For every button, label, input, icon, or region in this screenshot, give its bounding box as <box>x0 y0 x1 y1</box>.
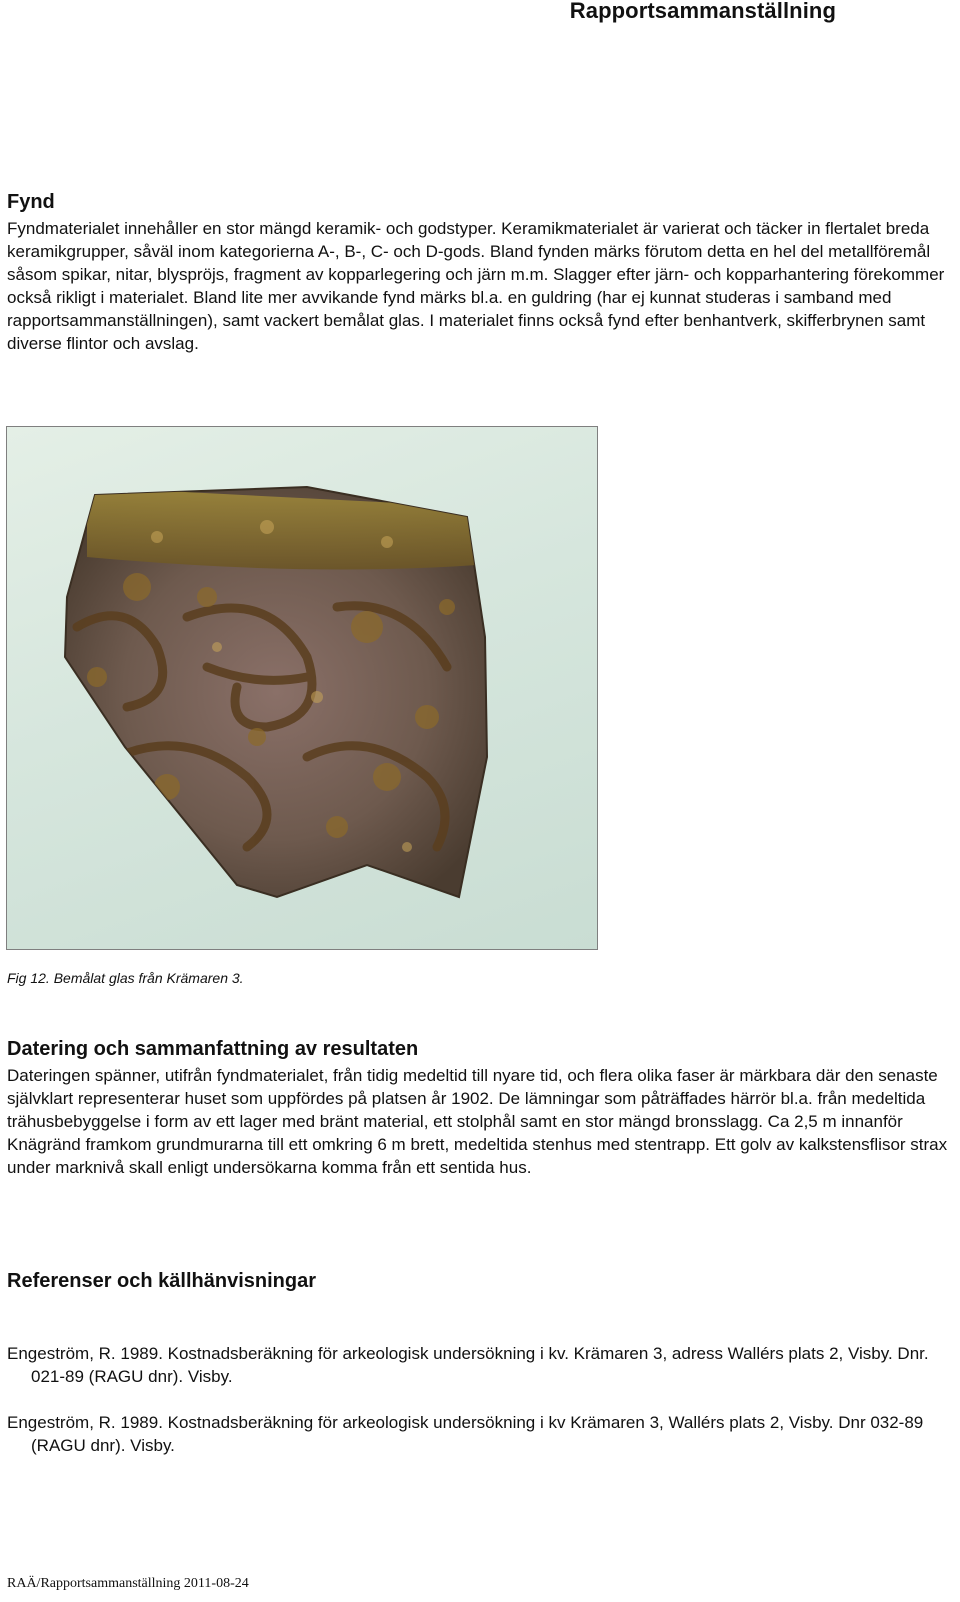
section-text-fynd: Fyndmaterialet innehåller en stor mängd keramik- och godstyper. Keramikmaterialet är varierat och täcker in flertalet breda keramikgrupper, såväl inom kategorierna A-, B-, C- och D-gods. Bland fynden märks förutom detta en hel del metallföremål såsom spikar, nitar, blyspröjs, fragment av kopparlegering och järn m.m. Slagger efter järn- och kopparhantering förekommer också rikligt i materialet. Bland lite mer avvikande fynd märks bl.a. en guldring (har ej kunnat studeras i samband med rapportsammanställningen), samt vackert bemålat glas. I materialet finns också fynd efter benhantverk, skifferbrynen samt diverse flintor och avslag. <box>7 219 945 353</box>
painted-glass-shard-photo <box>7 427 598 950</box>
reference-item: Engeström, R. 1989. Kostnadsberäkning för arkeologisk undersökning i kv Krämaren 3, Wallérs plats 2, Visby. Dnr 032-89 (RAGU dnr). Visby. <box>7 1413 924 1455</box>
section-heading-fynd: Fynd <box>7 191 55 213</box>
page-footer: RAÄ/Rapportsammanställning 2011-08-24 <box>7 1576 249 1591</box>
section-heading-datering: Datering och sammanfattning av resultaten <box>7 1038 419 1060</box>
page-header-title: Rapportsammanställning <box>569 0 836 23</box>
section-text-datering: Dateringen spänner, utifrån fyndmaterialet, från tidig medeltid till nyare tid, och flera olika faser är märkbara där den senaste självklart representerar huset som uppfördes på platsen år 1902. De lämningar som påträffades härrör bl.a. från medeltida trähusbebyggelse i form av ett lager med bränt material, ett stolphål samt en stor mängd bronsslagg. Ca 2,5 m innanför Knägränd framkom grundmurarna till ett omkring 6 m brett, medeltida stenhus med stentrapp. Ett golv av kalkstensflisor strax under marknivå skall enligt undersökarna komma från ett sentida hus. <box>7 1066 948 1177</box>
figure-painted-glass <box>6 426 598 950</box>
section-heading-referenser: Referenser och källhänvisningar <box>7 1270 317 1292</box>
figure-caption: Fig 12. Bemålat glas från Krämaren 3. <box>7 970 244 986</box>
reference-item: Engeström, R. 1989. Kostnadsberäkning för arkeologisk undersökning i kv. Krämaren 3, adress Wallérs plats 2, Visby. Dnr. 021-89 (RAGU dnr). Visby. <box>7 1344 929 1386</box>
